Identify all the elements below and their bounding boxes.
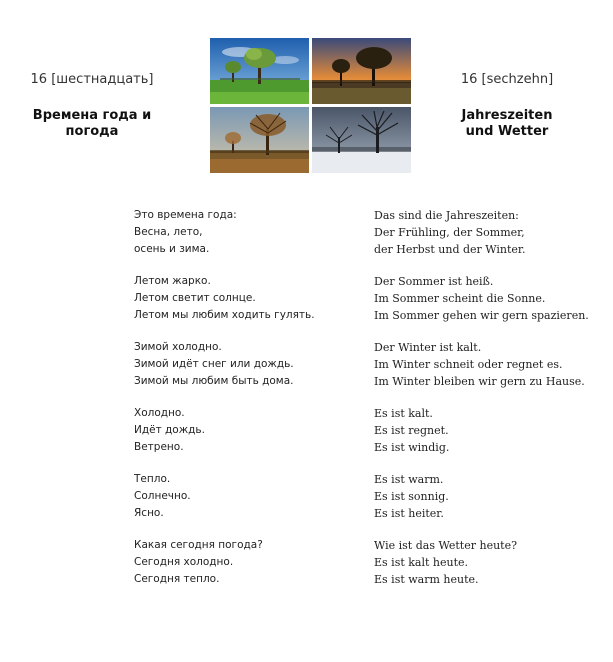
lesson-title-german [432, 108, 582, 140]
lesson-title-german-line1: Jahreszeiten [461, 108, 553, 123]
lesson-number-german: 16 [sechzehn] [460, 72, 554, 87]
german-line: Es ist windig. [374, 441, 450, 454]
german-text-column [374, 207, 589, 588]
german-line: Es ist warm heute. [374, 573, 479, 586]
german-line: Es ist warm. [374, 473, 444, 486]
russian-line: Ясно. [134, 507, 164, 519]
german-line: der Herbst und der Winter. [374, 243, 526, 256]
german-line: Es ist heiter. [374, 507, 444, 520]
summer-photo [312, 38, 411, 104]
german-line: Das sind die Jahreszeiten: [374, 209, 519, 222]
russian-line: Холодно. [134, 407, 185, 419]
german-line: Es ist kalt heute. [374, 556, 469, 569]
german-line: Es ist sonnig. [374, 490, 449, 503]
german-line: Wie ist das Wetter heute? [374, 539, 517, 552]
russian-line: Летом жарко. [134, 275, 211, 287]
german-line: Der Sommer ist heiß. [374, 275, 494, 288]
german-line: Im Sommer gehen wir gern spazieren. [374, 309, 589, 322]
german-stanza [374, 471, 589, 522]
russian-line: Тепло. [134, 473, 171, 485]
autumn-photo [210, 107, 309, 173]
russian-line: Летом светит солнце. [134, 292, 256, 304]
german-stanza [374, 339, 589, 390]
russian-line: Солнечно. [134, 490, 191, 502]
russian-stanza [134, 273, 315, 324]
russian-stanza [134, 537, 315, 588]
german-line: Der Frühling, der Sommer, [374, 226, 525, 239]
german-stanza [374, 207, 589, 258]
lesson-title-russian-line1: Времена года и [32, 108, 152, 123]
russian-line: Какая сегодня погода? [134, 539, 263, 551]
german-line: Der Winter ist kalt. [374, 341, 482, 354]
lesson-number-russian: 16 [шестнадцать] [30, 72, 154, 87]
german-line: Im Winter schneit oder regnet es. [374, 358, 563, 371]
russian-line: Идёт дождь. [134, 424, 205, 436]
seasons-photo-grid [210, 38, 411, 173]
russian-text-column [134, 207, 315, 588]
russian-line: Весна, лето, [134, 226, 203, 238]
russian-stanza [134, 339, 315, 390]
russian-line: Зимой мы любим быть дома. [134, 375, 294, 387]
german-line: Im Sommer scheint die Sonne. [374, 292, 546, 305]
german-stanza [374, 537, 589, 588]
russian-line: Ветрено. [134, 441, 184, 453]
russian-line: Сегодня холодно. [134, 556, 234, 568]
russian-line: Зимой холодно. [134, 341, 222, 353]
russian-line: Сегодня тепло. [134, 573, 220, 585]
lesson-title-german-line2: und Wetter [465, 124, 549, 139]
winter-photo [312, 107, 411, 173]
german-line: Es ist regnet. [374, 424, 449, 437]
lesson-title-russian [17, 108, 167, 140]
russian-line: Зимой идёт снег или дождь. [134, 358, 294, 370]
russian-line: Летом мы любим ходить гулять. [134, 309, 315, 321]
spring-photo [210, 38, 309, 104]
russian-line: осень и зима. [134, 243, 210, 255]
german-stanza [374, 273, 589, 324]
lesson-title-russian-line2: погода [65, 124, 119, 139]
german-line: Im Winter bleiben wir gern zu Hause. [374, 375, 585, 388]
german-stanza [374, 405, 589, 456]
german-line: Es ist kalt. [374, 407, 433, 420]
russian-line: Это времена года: [134, 209, 237, 221]
russian-stanza [134, 471, 315, 522]
russian-stanza [134, 207, 315, 258]
russian-stanza [134, 405, 315, 456]
